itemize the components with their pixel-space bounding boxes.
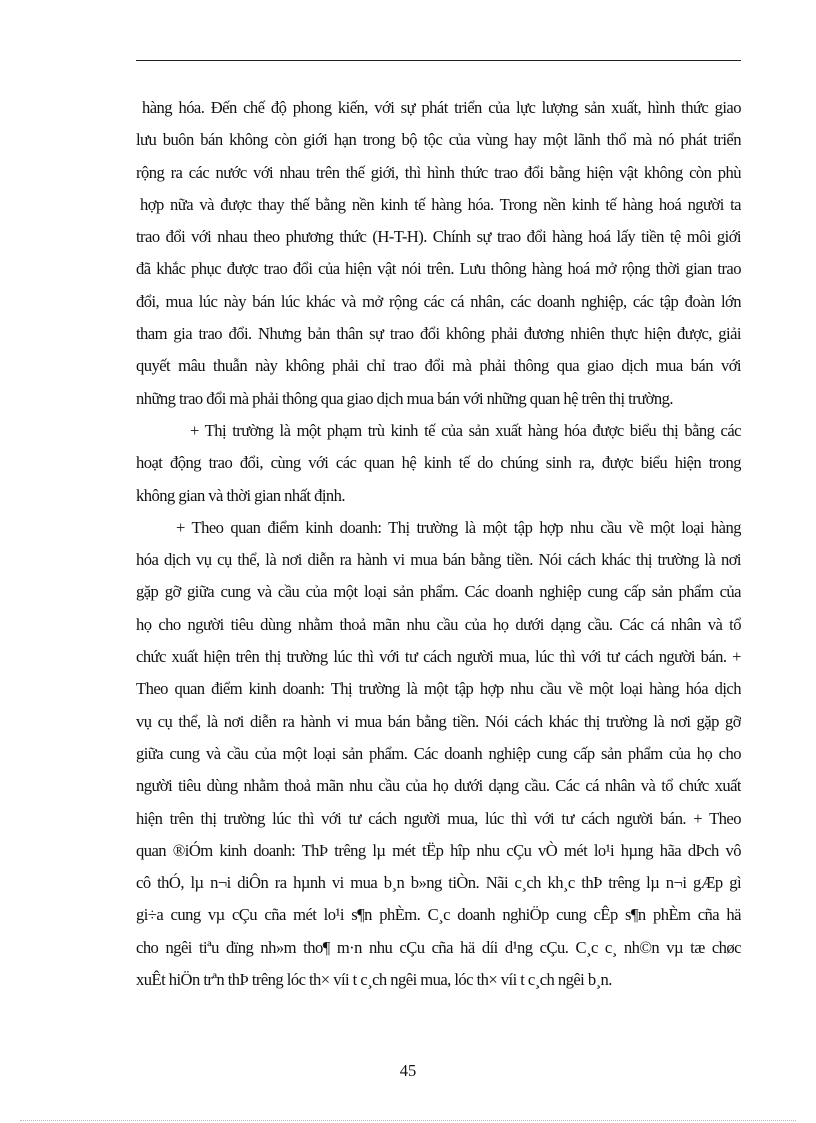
text-line: giữa cung và cầu của một loại sản phẩm. Các doanh nghiệp cung cấp sản phẩm của họ cho <box>136 743 741 763</box>
text-line: cho ngêi tiªu dïng nh»m tho¶ m·n nhu cÇu cña hä díi d¹ng cÇu. C¸c c¸ nh©n vµ tæ chøc <box>136 937 741 957</box>
page-number: 45 <box>399 1061 417 1080</box>
text-line: tham gia trao đổi. Nhưng bản thân sự trao đổi không phải đương nhiên thực hiện được, giải <box>136 324 741 344</box>
text-line: xuÊt hiÖn trªn thÞ trêng lóc th× víi t c¸ch ngêi mua, lóc th× víi t c¸ch ngêi b¸n. <box>136 970 612 990</box>
text-line: gi÷a cung vµ cÇu cña mét lo¹i s¶n phÈm. C¸c doanh nghiÖp cung cÊp s¶n phÈm cña hä <box>136 905 741 925</box>
text-line: không gian và thời gian nhất định. <box>136 485 345 505</box>
header-rule <box>136 60 741 61</box>
text-line: + Theo quan điểm kinh doanh: Thị trường là một tập hợp nhu cầu về một loại hàng <box>176 517 741 537</box>
document-body <box>136 92 741 996</box>
text-line: những trao đổi mà phải thông qua giao dịch mua bán với những quan hệ trên thị trường. <box>136 388 673 408</box>
text-line: Theo quan điểm kinh doanh: Thị trường là một tập hợp nhu cầu về một loại hàng hóa dịch <box>136 679 741 699</box>
page-bottom-edge <box>20 1120 796 1121</box>
text-line: hóa dịch vụ cụ thể, là nơi diễn ra hành vi mua bán bằng tiền. Nói cách khác thị trường là nơi <box>136 550 741 570</box>
text-line: người tiêu dùng nhằm thoả mãn nhu cầu của họ dưới dạng cầu. Các cá nhân và tổ chức xuất <box>136 776 741 796</box>
text-line: đã khắc phục được trao đổi của hiện vật nói trên. Lưu thông hàng hoá mở rộng thời gian trao <box>136 259 741 279</box>
text-line: hàng hóa. Đến chế độ phong kiến, với sự phát triển của lực lượng sản xuất, hình thức giao <box>142 98 741 117</box>
text-line: lưu buôn bán không còn giới hạn trong bộ tộc của vùng hay một lãnh thổ mà nó phát triển <box>136 130 741 150</box>
text-line: + Thị trường là một phạm trù kinh tế của sản xuất hàng hóa được biểu thị bằng các <box>190 420 741 440</box>
text-line: cô thÓ, lµ n¬i diÔn ra hµnh vi mua b¸n b»ng tiÒn. Nãi c¸ch kh¸c thÞ trêng lµ n¬i gÆp gì <box>136 873 741 893</box>
text-line: hiện trên thị trường lúc thì với tư cách người mua, lúc thì với tư cách người bán. + Theo <box>136 808 741 828</box>
text-line: rộng ra các nước với nhau trên thế giới, thì hình thức trao đổi bằng hiện vật không còn phù <box>136 162 741 182</box>
text-line: quyết mâu thuẫn này không phải chỉ trao đổi mà phải thông qua giao dịch mua bán với <box>136 356 741 376</box>
text-line: trao đổi với nhau theo phương thức (H-T-H). Chính sự trao đổi hàng hoá lấy tiền tệ môi giới <box>136 227 741 247</box>
text-line: hoạt động trao đổi, cùng với các quan hệ kinh tế do chúng sinh ra, được biểu hiện trong <box>136 453 741 473</box>
text-line: hợp nữa và được thay thế bằng nền kinh tế hàng hóa. Trong nền kinh tế hàng hoá người ta <box>140 194 741 214</box>
text-line: quan ®iÓm kinh doanh: ThÞ trêng lµ mét tËp hîp nhu cÇu vÒ mét lo¹i hµng hãa dÞch vô <box>136 840 741 860</box>
text-line: gặp gỡ giữa cung và cầu của một loại sản phẩm. Các doanh nghiệp cung cấp sản phẩm của <box>136 582 741 602</box>
text-line: đổi, mua lúc này bán lúc khác và mở rộng các cá nhân, các doanh nghiệp, các tập đoàn lớn <box>136 291 741 311</box>
text-line: họ cho người tiêu dùng nhằm thoả mãn nhu cầu của họ dưới dạng cầu. Các cá nhân và tổ <box>136 614 741 634</box>
text-line: chức xuất hiện trên thị trường lúc thì với tư cách người mua, lúc thì với tư cách người bán. + <box>136 647 741 667</box>
text-line: vụ cụ thể, là nơi diễn ra hành vi mua bán bằng tiền. Nói cách khác thị trường là nơi gặp gỡ <box>136 711 741 731</box>
